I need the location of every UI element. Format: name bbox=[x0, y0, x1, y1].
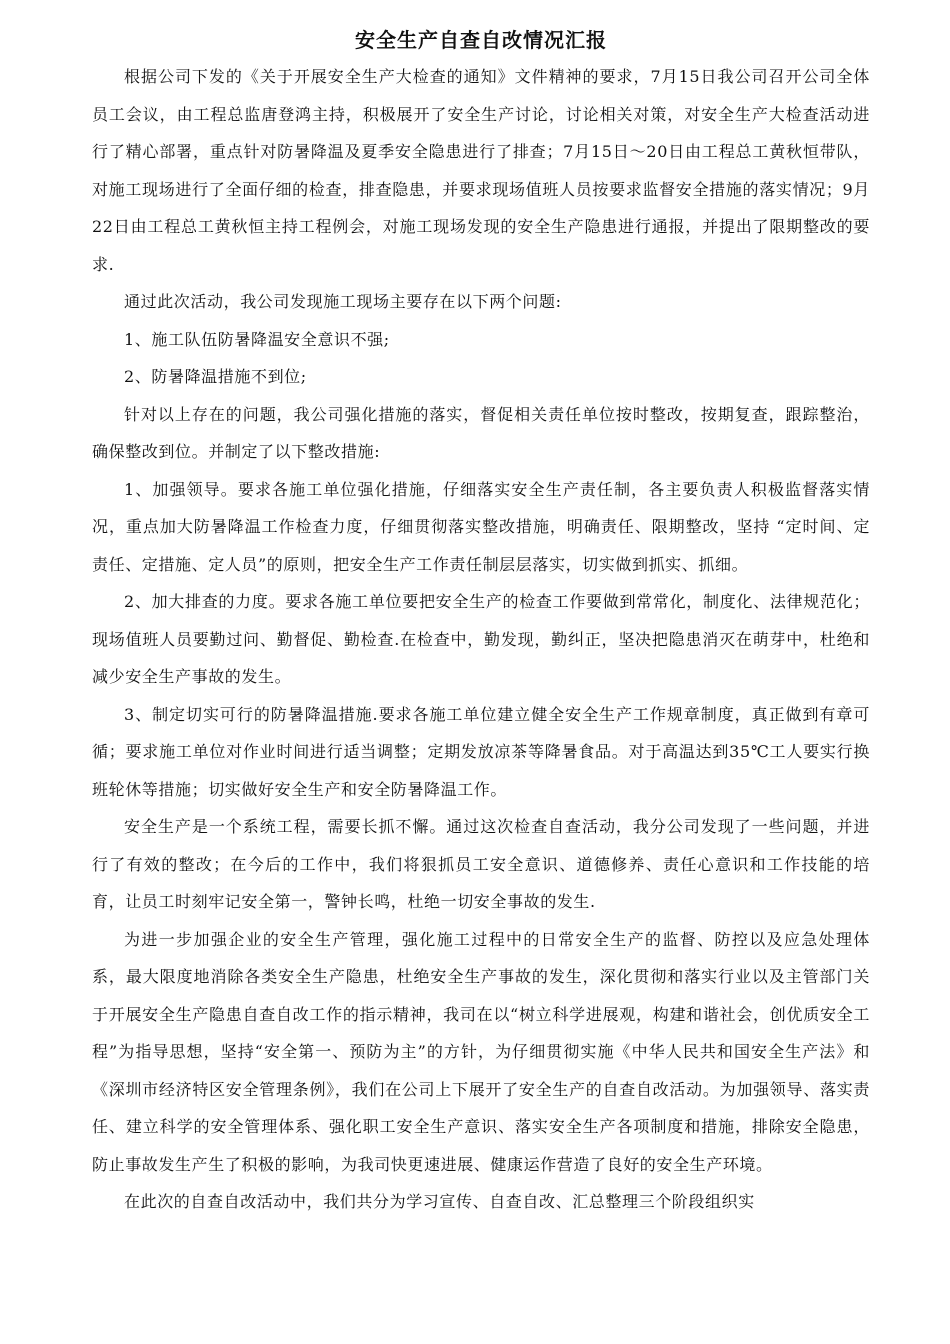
document-title: 安全生产自查自改情况汇报 bbox=[355, 28, 607, 52]
paragraph-inspection-overview: 根据公司下发的《关于开展安全生产大检查的通知》文件精神的要求，7月15日我公司召开公司全体员工会议，由工程总监唐登鸿主持，积极展开了安全生产讨论，讨论相关对策，对安全生产大检查活动进行了精心部署，重点针对防暑降温及夏季安全隐患进行了排查；7月15日～20日由工程总工黄秋恒带队，对施工现场进行了全面仔细的检查，排查隐患，并要求现场值班人员按要求监督安全措施的落实情况；9月22日由工程总工黄秋恒主持工程例会，对施工现场发现的安全生产隐患进行通报，并提出了限期整改的要求. bbox=[92, 67, 870, 274]
paragraph-problem-2: 2、防暑降温措施不到位; bbox=[124, 367, 307, 386]
paragraph-measures-intro: 针对以上存在的问题，我公司强化措施的落实，督促相关责任单位按时整改，按期复查，跟踪整治，确保整改到位。并制定了以下整改措施: bbox=[92, 404, 870, 461]
paragraph-measure-2: 2、加大排查的力度。要求各施工单位要把安全生产的检查工作要做到常常化，制度化、法律规范化；现场值班人员要勤过问、勤督促、勤检查.在检查中，勤发现，勤纠正，坚决把隐患消灭在萌芽中，杜绝和减少安全生产事故的发生。 bbox=[92, 592, 870, 686]
document-page bbox=[92, 24, 870, 1221]
paragraph-purpose: 为进一步加强企业的安全生产管理，强化施工过程中的日常安全生产的监督、防控以及应急处理体系，最大限度地消除各类安全生产隐患，杜绝安全生产事故的发生，深化贯彻和落实行业以及主管部门关于开展安全生产隐患自查自改工作的指示精神，我司在以“树立科学进展观，构建和谐社会，创优质安全工程”为指导思想，坚持“安全第一、预防为主”的方针，为仔细贯彻实施《中华人民共和国安全生产法》和《深圳市经济特区安全管理条例》，我们在公司上下展开了安全生产的自查自改活动。为加强领导、落实责任、建立科学的安全管理体系、强化职工安全生产意识、落实安全生产各项制度和措施，排除安全隐患，防止事故发生产生了积极的影响，为我司快更速进展、健康运作营造了良好的安全生产环境。 bbox=[92, 929, 870, 1174]
paragraph-problems-intro: 通过此次活动，我公司发现施工现场主要存在以下两个问题: bbox=[124, 292, 562, 311]
paragraph-activity-stages: 在此次的自查自改活动中，我们共分为学习宣传、自查自改、汇总整理三个阶段组织实 bbox=[124, 1192, 755, 1211]
paragraph-summary: 安全生产是一个系统工程，需要长抓不懈。通过这次检查自查活动，我分公司发现了一些问题，并进行了有效的整改；在今后的工作中，我们将狠抓员工安全意识、道德修养、责任心意识和工作技能的培育，让员工时刻牢记安全第一，警钟长鸣，杜绝一切安全事故的发生. bbox=[92, 817, 870, 911]
paragraph-measure-1: 1、加强领导。要求各施工单位强化措施，仔细落实安全生产责任制，各主要负责人积极监督落实情况，重点加大防暑降温工作检查力度，仔细贯彻落实整改措施，明确责任、限期整改，坚持 “定时间、定责任、定措施、定人员”的原则，把安全生产工作责任制层层落实，切实做到抓实、抓细。 bbox=[92, 479, 870, 574]
paragraph-measure-3: 3、制定切实可行的防暑降温措施.要求各施工单位建立健全安全生产工作规章制度，真正做到有章可循；要求施工单位对作业时间进行适当调整；定期发放凉茶等降暑食品。对于高温达到35℃工人要实行换班轮休等措施；切实做好安全生产和安全防暑降温工作。 bbox=[92, 704, 870, 799]
paragraph-problem-1: 1、施工队伍防暑降温安全意识不强; bbox=[124, 329, 390, 349]
